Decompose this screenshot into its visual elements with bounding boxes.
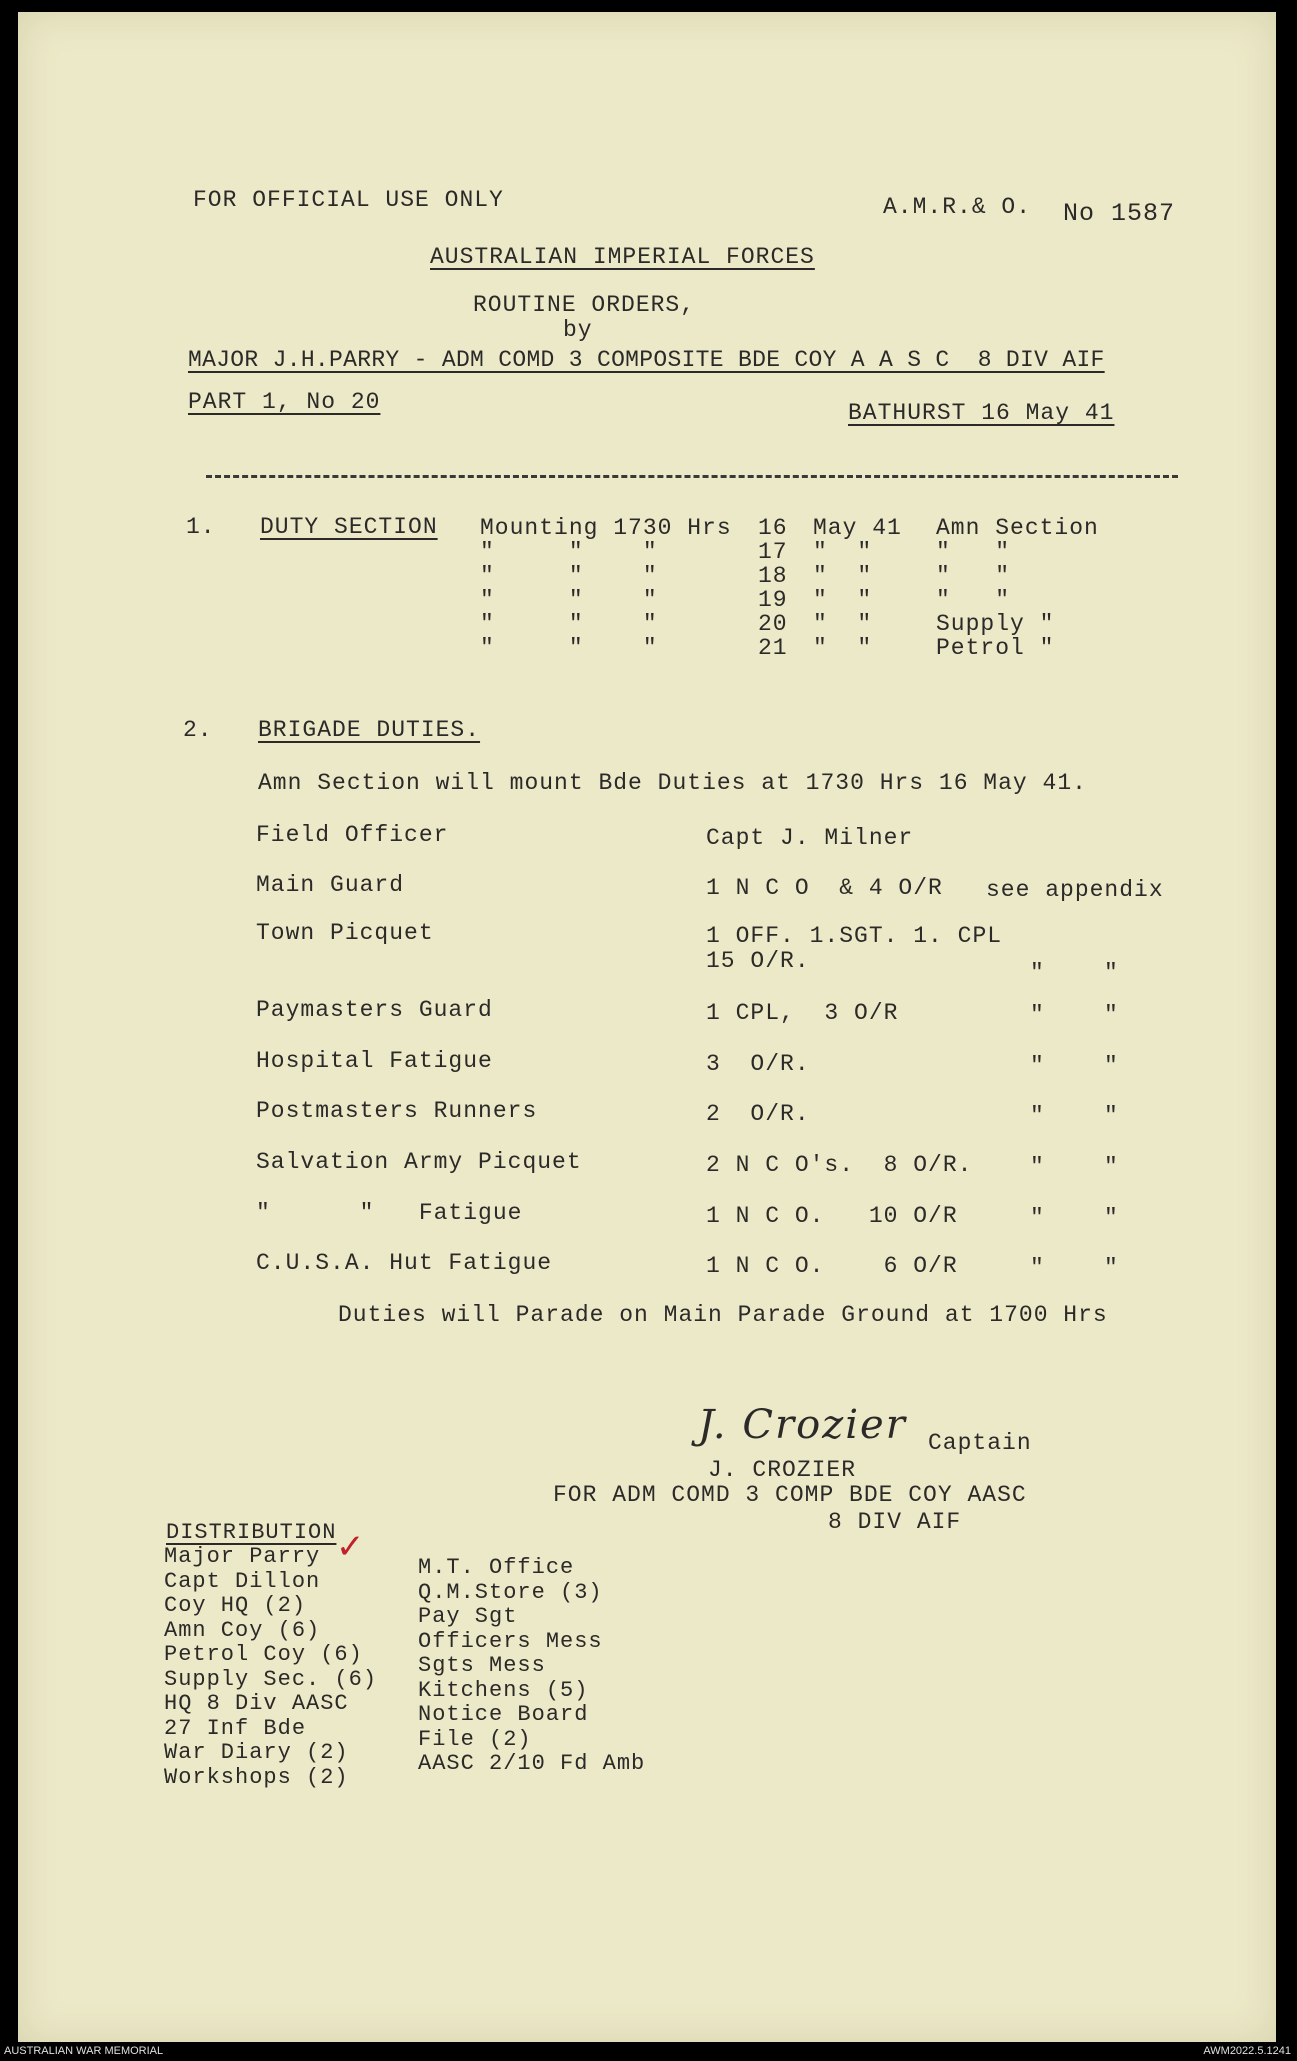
brigade-duty-detail: Capt J. Milner: [706, 825, 914, 851]
duty-month: " ": [813, 587, 873, 613]
duty-section-name: Supply ": [936, 611, 1055, 637]
duty-day: 17: [758, 539, 788, 565]
brigade-duty-name: Paymasters Guard: [256, 997, 493, 1023]
duty-section-name: Petrol ": [936, 635, 1055, 661]
duty-mount: " " ": [480, 635, 658, 661]
footer-source: AUSTRALIAN WAR MEMORIAL: [4, 2045, 164, 2057]
brigade-duty-note: " ": [1030, 1053, 1119, 1079]
duty-mount: " " ": [480, 587, 658, 613]
brigade-duty-detail: 1 N C O. 10 O/R: [706, 1203, 958, 1229]
duty-day: 16: [758, 515, 788, 541]
distribution-item: Capt Dillon: [164, 1568, 321, 1594]
distribution-item: Officers Mess: [418, 1628, 603, 1654]
section-1-number: 1.: [186, 514, 216, 540]
footer-bar: [0, 2042, 1297, 2061]
duty-month: " ": [813, 611, 873, 637]
force-title: AUSTRALIAN IMPERIAL FORCES: [430, 244, 815, 270]
signatory-division: 8 DIV AIF: [828, 1509, 962, 1535]
brigade-duty-detail: 2 O/R.: [706, 1101, 810, 1127]
section-2-number: 2.: [183, 717, 213, 743]
brigade-duty-name: Town Picquet: [256, 920, 434, 946]
duty-month: " ": [813, 563, 873, 589]
duty-section-name: " ": [936, 539, 1011, 565]
brigade-duty-detail: 2 N C O's. 8 O/R.: [706, 1152, 973, 1178]
brigade-duty-name: Postmasters Runners: [256, 1098, 538, 1124]
distribution-item: File (2): [418, 1726, 532, 1752]
distribution-item: War Diary (2): [164, 1740, 349, 1765]
duty-month: " ": [813, 539, 873, 565]
distribution-item: HQ 8 Div AASC: [164, 1691, 349, 1716]
brigade-duty-detail: 1 CPL, 3 O/R: [706, 1000, 899, 1026]
red-tick-mark: ✓: [336, 1527, 365, 1567]
duty-mount: " " ": [480, 563, 658, 589]
duty-section-name: " ": [936, 587, 1011, 613]
duty-day: 19: [758, 587, 788, 613]
authority-line: MAJOR J.H.PARRY - ADM COMD 3 COMPOSITE BDE COY A A S C 8 DIV AIF: [188, 347, 1105, 373]
duty-day: 21: [758, 635, 788, 661]
brigade-duty-name: Hospital Fatigue: [256, 1048, 493, 1074]
duty-mount: " " ": [480, 539, 658, 565]
part-number: PART 1, No 20: [188, 389, 381, 415]
footer-accession: AWM2022.5.1241: [1203, 2045, 1291, 2057]
duty-month: " ": [813, 635, 873, 661]
signatory-for-line: FOR ADM COMD 3 COMP BDE COY AASC: [553, 1482, 1027, 1508]
duty-section-name: " ": [936, 563, 1011, 589]
duty-mount: Mounting 1730 Hrs: [480, 515, 732, 541]
brigade-duty-note: " ": [1030, 960, 1119, 986]
brigade-duty-detail: 1 N C O & 4 O/R: [706, 875, 943, 901]
duty-day: 18: [758, 563, 788, 589]
distribution-item: Coy HQ (2): [164, 1593, 307, 1618]
brigade-duty-note: " ": [1030, 1002, 1119, 1028]
distribution-item: Sgts Mess: [418, 1653, 546, 1678]
distribution-item: Pay Sgt: [418, 1604, 518, 1629]
distribution-item: Q.M.Store (3): [418, 1579, 603, 1605]
doc-type: ROUTINE ORDERS,: [473, 292, 696, 318]
handwritten-signature: J. Crozier: [698, 1402, 907, 1448]
distribution-item: Workshops (2): [164, 1764, 349, 1790]
document-page: [18, 12, 1276, 2042]
reference: A.M.R.& O.: [883, 194, 1032, 220]
classification: FOR OFFICIAL USE ONLY: [193, 187, 504, 213]
signatory-name: J. CROZIER: [708, 1457, 857, 1483]
brigade-duty-note: " ": [1030, 1255, 1119, 1281]
reference-number: No 1587: [1063, 199, 1176, 228]
brigade-duty-name: Main Guard: [256, 872, 405, 898]
signatory-rank: Captain: [928, 1430, 1032, 1456]
brigade-duty-detail: 3 O/R.: [706, 1051, 810, 1077]
parade-note: Duties will Parade on Main Parade Ground at 1700 Hrs: [338, 1302, 1108, 1328]
distribution-item: AASC 2/10 Fd Amb: [418, 1751, 646, 1776]
distribution-item: Notice Board: [418, 1702, 589, 1727]
brigade-duty-detail: 1 OFF. 1.SGT. 1. CPL: [706, 923, 1003, 949]
brigade-duty-note: " ": [1030, 1154, 1119, 1180]
distribution-item: 27 Inf Bde: [164, 1715, 307, 1741]
distribution-item: M.T. Office: [418, 1555, 575, 1580]
brigade-duty-note: " ": [1030, 1103, 1119, 1129]
brigade-duty-note: " ": [1030, 1205, 1119, 1231]
brigade-duties-heading: BRIGADE DUTIES.: [258, 717, 481, 743]
distribution-item: Kitchens (5): [418, 1677, 589, 1703]
duty-day: 20: [758, 611, 788, 637]
duty-month: May 41: [813, 515, 902, 541]
distribution-heading: DISTRIBUTION: [166, 1520, 337, 1545]
duty-section-name: Amn Section: [936, 515, 1099, 541]
duty-section-heading: DUTY SECTION: [260, 514, 438, 540]
distribution-item: Major Parry: [164, 1544, 321, 1569]
brigade-duty-note: see appendix: [986, 877, 1164, 903]
distribution-item: Supply Sec. (6): [164, 1666, 378, 1692]
distribution-item: Petrol Coy (6): [164, 1642, 363, 1667]
brigade-duty-name: Salvation Army Picquet: [256, 1149, 582, 1175]
by-line: by: [563, 317, 593, 343]
separator-line: [206, 475, 1178, 478]
brigade-intro: Amn Section will mount Bde Duties at 1730 Hrs 16 May 41.: [258, 770, 1087, 796]
brigade-duty-detail-2: 15 O/R.: [706, 948, 810, 974]
duty-mount: " " ": [480, 611, 658, 637]
brigade-duty-detail: 1 N C O. 6 O/R: [706, 1253, 958, 1279]
brigade-duty-name: C.U.S.A. Hut Fatigue: [256, 1250, 553, 1276]
brigade-duty-name: Field Officer: [256, 822, 449, 848]
distribution-item: Amn Coy (6): [164, 1617, 321, 1643]
brigade-duty-name: " " Fatigue: [256, 1200, 523, 1226]
place-date: BATHURST 16 May 41: [848, 400, 1115, 426]
